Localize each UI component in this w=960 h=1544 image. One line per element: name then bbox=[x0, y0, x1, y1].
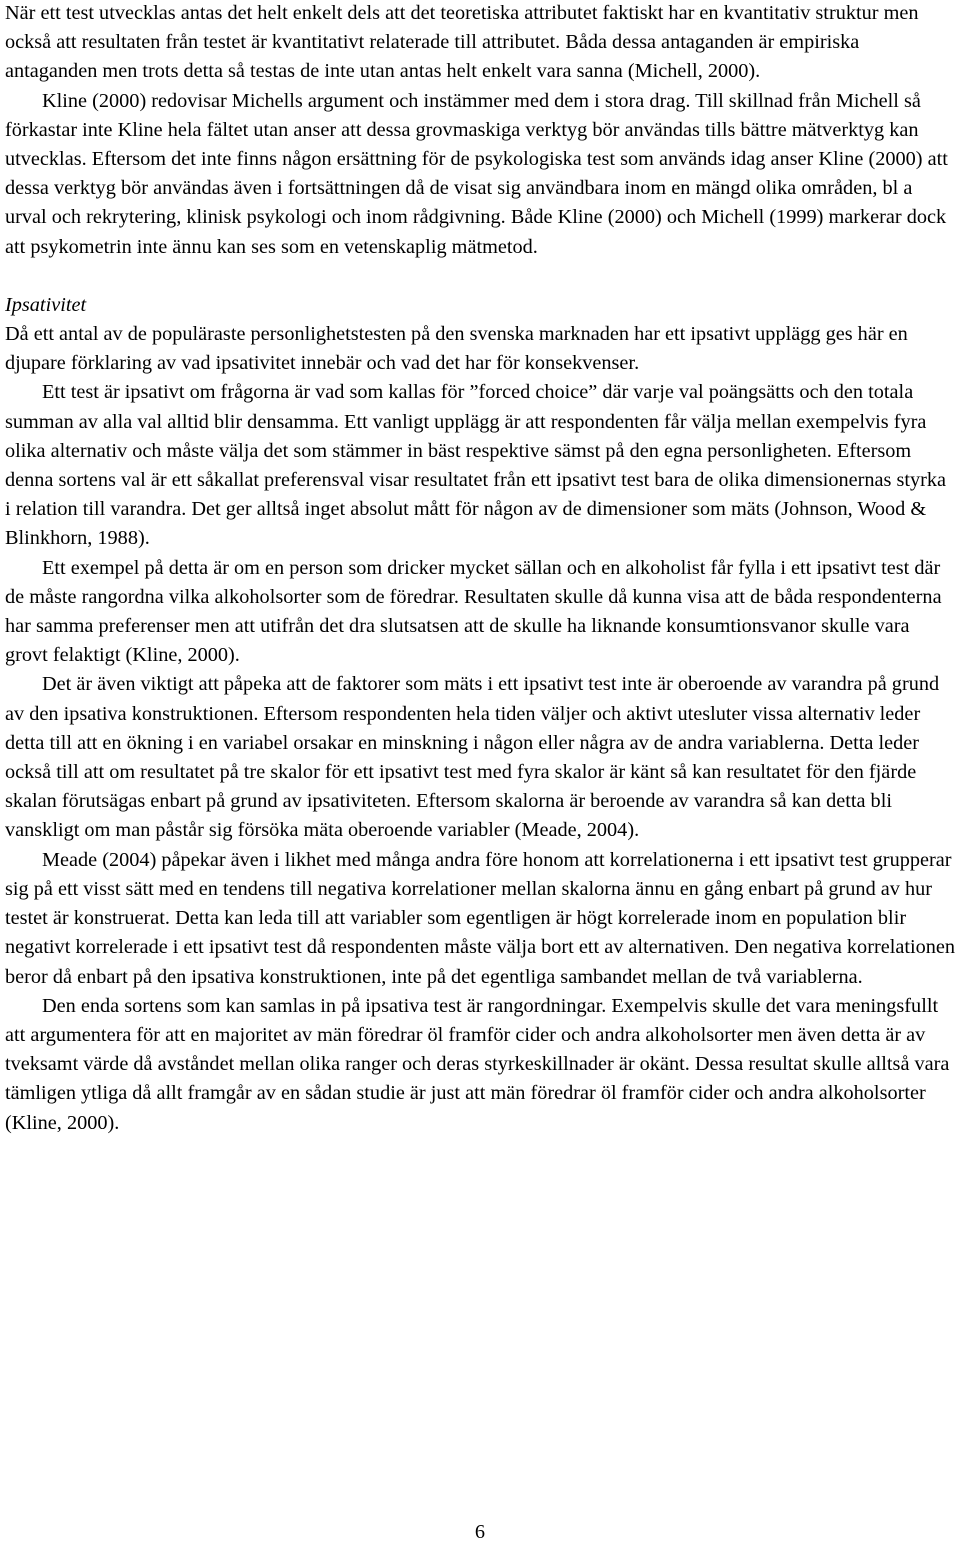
paragraph-measurement-assumptions: När ett test utvecklas antas det helt enkelt dels att det teoretiska attributet faktiskt har en kvantitativ struktur men också att resultaten från testet är kvantitativt relaterade till attributet. Båda dessa antaganden är empiriska antaganden men trots detta så testas de inte utan antas helt enkelt vara sanna (Michell, 2000). bbox=[5, 2, 919, 83]
paragraph-negative-correlations: Meade (2004) påpekar även i likhet med många andra före honom att korrelationerna i ett ipsativt test grupperar sig på ett visst sätt med en tendens till negativa korrelationer mellan skalorna ännu en gång enbart på grund av hur testet är konstruerat. Detta kan leda till att variabler som egentligen är högt korrelerade inom en population blir negativt korrelerade i ett ipsativt test då respondenten måste välja bort ett av alternativen. Den negativa korrelationen beror då enbart på den ipsativa konstruktionen, inte på det egentliga sambandet mellan de två variablerna. bbox=[5, 848, 956, 988]
paragraph-alcohol-example: Ett exempel på detta är om en person som dricker mycket sällan och en alkoholist får fylla i ett ipsativt test där de måste rangordna vilka alkoholsorter som de föredrar. Resultaten skulle då kunna visa att de båda respondenterna har samma preferenser men att utifrån det dra slutsatsen att de skulle ha liknande konsumtionsvanor skulle vara grovt felaktigt (Kline, 2000). bbox=[5, 556, 942, 667]
paragraph-dependent-factors: Det är även viktigt att påpeka att de faktorer som mäts i ett ipsativt test inte är oberoende av varandra på grund av den ipsativa konstruktionen. Eftersom respondenten hela tiden väljer och aktivt utesluter vissa alternativ leder detta till att en ökning i en variabel orsakar en minskning i någon eller några av de andra variablerna. Detta leder också till att om resultatet på tre skalor för ett ipsativt test med fyra skalor är känt så kan resultatet för den fjärde skalan förutsägas enbart på grund av ipsativiteten. Eftersom skalorna är beroende av varandra så kan detta bli vanskligt om man påstår sig försöka mäta oberoende variabler (Meade, 2004). bbox=[5, 673, 940, 842]
paragraph-forced-choice: Ett test är ipsativt om frågorna är vad som kallas för ”forced choice” där varje val poängsätts och den totala summan av alla val alltid blir densamma. Ett vanligt upplägg är att respondenten får välja mellan exempelvis fyra olika alternativ och måste välja det som stämmer in bäst respektive sämst på den egna personligheten. Eftersom denna sortens val är ett såkallat preferensval visar resultatet från ett ipsativt test bara de olika dimensionernas styrka i relation till varandra. Det ger alltså inget absolut mått för någon av de dimensioner som mäts (Johnson, Wood & Blinkhorn, 1988). bbox=[5, 381, 947, 550]
page-number: 6 bbox=[474, 1521, 486, 1543]
paragraph-rankings: Den enda sortens som kan samlas in på ipsativa test är rangordningar. Exempelvis skulle det vara meningsfullt att argumentera för att en majoritet av män föredrar öl framför cider och andra alkoholsorter men även detta är av tveksamt värde då avståndet mellan olika ranger och deras styrkeskillnader är okänt. Dessa resultat skulle alltså vara tämligen ytliga då allt framgår av en sådan studie är just att män föredrar öl framför cider och andra alkoholsorter (Kline, 2000). bbox=[5, 994, 950, 1134]
section-heading-ipsativitet: Ipsativitet bbox=[5, 293, 87, 316]
body-text bbox=[5, 0, 956, 1138]
paragraph-ipsativitet-intro: Då ett antal av de populäraste personlighetstesten på den svenska marknaden har ett ipsativt upplägg ges här en djupare förklaring av vad ipsativitet innebär och vad det har för konsekvenser. bbox=[5, 323, 908, 375]
paragraph-kline-argument: Kline (2000) redovisar Michells argument och instämmer med dem i stora drag. Till skillnad från Michell så förkastar inte Kline hela fältet utan anser att dessa grovmaskiga verktyg bör användas tills bättre mätverktyg kan utvecklas. Eftersom det inte finns någon ersättning för de psykologiska test som används idag anser Kline (2000) att dessa verktyg bör användas även i fortsättningen då de visat sig användbara inom en mängd olika områden, bl a urval och rekrytering, klinisk psykologi och inom rådgivning. Både Kline (2000) och Michell (1999) markerar dock att psykometrin inte ännu kan ses som en vetenskaplig mätmetod. bbox=[5, 89, 948, 258]
